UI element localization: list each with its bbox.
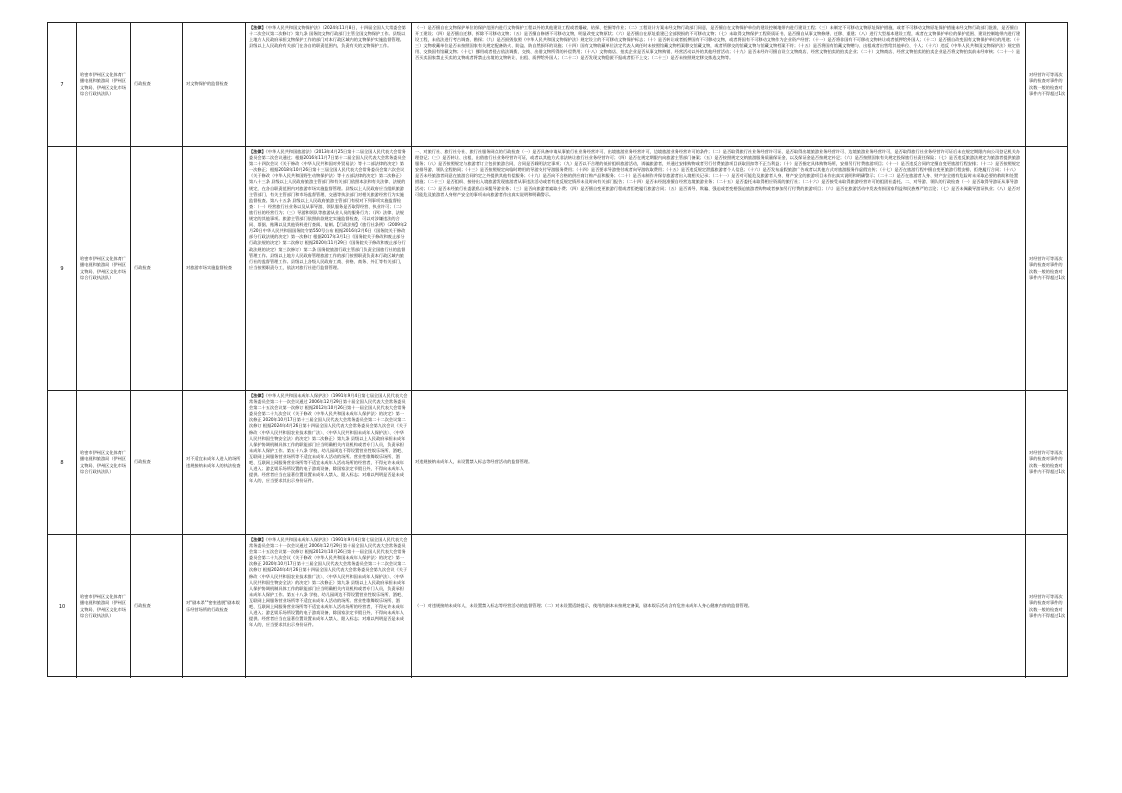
item-category: 行政检查 [131,23,183,146]
item-name: 对"剧本杀""密室逃脱"剧本娱乐经营场所的行政检查 [183,535,246,678]
inspection-content: （一）对违规接纳未成年人，未设置禁入标志等经营活动的监督管理；（二）对未设置适龄提示，使用的剧本未按规定备案，剧本娱乐活动含有危害未成年人身心健康内容的监督管理。 [412,535,1026,678]
inspection-method: 对经营许可等再次事的检查对事件的次数一般的检查对事件内不得超过1次 [1029,594,1066,618]
item-category: 行政检查 [131,147,183,390]
row-number: 10 [48,535,77,678]
enforcement-subject: 哈密市伊州区文化体育广播电视和旅游局（伊州区文物局、伊州区文化市场综合行政执法队） [77,535,131,678]
legal-basis: 【法律】《中华人民共和国未成年人保护法》（1991年9月4日第七届全国人民代表大会常务委员会第二十一次会议通过 2006年12月29日第十届全国人民代表大会常务委员会第二十五次会议第一次修订 根据2012年10月26日第十一届全国人民代表大会常务委员会第二十九次会议《关于修改〈中华人民共和国未成年人保护法〉的决定》第一次修正 2020年10月17日第十三届全国人民代表大会常务委员会第二十二次会议第二次修订 根据2024年4月26日第十四届全国人民代表大会常务委员会第九次会议《关于修改〈中华人民共和国农业技术推广法〉、〈中华人民共和国未成年人保护法〉、〈中华人民共和国生物安全法〉的决定》第二次修正）第九条 县级以上人民政府承担未成年人保护协调机制具体工作的职能部门应当明确相关内设机构或者专门人员，负责承担未成年人保护工作。第五十八条 学校、幼儿园周边不得设置营业性娱乐场所、酒吧、互联网上网服务营业场所等不适宜未成年人活动的场所。营业性歌舞娱乐场所、酒吧、互联网上网服务营业场所等不适宜未成年人活动场所的经营者，不得允许未成年人进入；游艺娱乐场所设置的电子游戏设备，除国家法定节假日外，不得向未成年人提供。经营者应当在显著位置设置未成年人禁入、限入标志；对难以判明是否是未成年人的，应当要求其出示身份证件。 [246,535,412,678]
enforcement-subject: 哈密市伊州区文化体育广播电视和旅游局（伊州区文物局、伊州区文化市场综合行政执法队） [77,23,131,146]
inspection-method: 对经营许可等再次事的检查对事件的次数一般的检查对事件内不得超过1次 [1029,450,1066,474]
enforcement-table [47,22,1068,677]
legal-basis: 【法律】《中华人民共和国未成年人保护法》（1991年9月4日第七届全国人民代表大会常务委员会第二十一次会议通过 2006年12月29日第十届全国人民代表大会常务委员会第二十五次会议第一次修订 根据2012年10月26日第十一届全国人民代表大会常务委员会第二十九次会议《关于修改〈中华人民共和国未成年人保护法〉的决定》第一次修正 2020年10月17日第十三届全国人民代表大会常务委员会第二十二次会议第二次修订 根据2024年4月26日第十四届全国人民代表大会常务委员会第九次会议《关于修改〈中华人民共和国农业技术推广法〉、〈中华人民共和国未成年人保护法〉、〈中华人民共和国生物安全法〉的决定》第二次修正）第九条 县级以上人民政府承担未成年人保护协调机制具体工作的职能部门应当明确相关内设机构或者专门人员，负责承担未成年人保护工作。第五十八条 学校、幼儿园周边不得设置营业性娱乐场所、酒吧、互联网上网服务营业场所等不适宜未成年人活动的场所。营业性歌舞娱乐场所、酒吧、互联网上网服务营业场所等不适宜未成年人活动场所的经营者，不得允许未成年人进入；游艺娱乐场所设置的电子游戏设备，除国家法定节假日外，不得向未成年人提供。经营者应当在显著位置设置未成年人禁入、限入标志；对难以判明是否是未成年人的，应当要求其出示身份证件。 [246,391,412,534]
enforcement-subject: 哈密市伊州区文化体育广播电视和旅游局（伊州区文物局、伊州区文化市场综合行政执法队） [77,391,131,534]
inspection-content: 一、对旅行社、旅行社分社、旅行社服务网点的行政检查（一）是否具备申请从事旅行社业务经营许可、出境旅游业务经营许可，边境旅游业务经营许可的条件；（二）是否取得旅行社业务经营许可证、是否取得出境旅游业务经营许可、边境旅游业务经营许可，是否取得旅行社业务经营许可证后未在规定期限内向公司登记机关办理登记；（三）是否转让、出租、出借旅行社业务经营许可证，或者以其他方式非法转让旅行社业务经营许可；（四）是否在规定期限内向旅游主管部门备案；（五）是否按照规定交纳旅游服务质量保证金，以及保证金是否按规定补足；（六）是否按照国家有关规定投保旅行社责任保险；（七）是否违反旅游法规定为旅游者提供旅游服务；（八）是否按照规定与旅游者订立包价旅游合同，合同是否载明法定事项；（九）是否以不合理的低价组织旅游活动，诱骗旅游者，并通过安排购物或者另行付费旅游项目获取回扣等不正当利益；（十）是否指定具体购物场所，安排另行付费旅游项目；（十一）是否违反合同约定擅自变更旅游行程安排；（十二）是否按照规定安排导游、领队全程陪同；（十三）是否按照规定向临时聘用的导游支付导游服务费用；（十四）是否要求导游垫付或者向导游收取费用；（十五）是否违反规定泄露旅游者个人信息；（十六）是否发布虚假旅游广告或者以其他方式对旅游服务作虚假宣传；（十七）是否在旅游行程中擅自变更旅游行程安排，拒绝履行合同；（十八）是否未经旅游者同意在旅游合同约定之外提供其他有偿服务；（十九）是否向不合格的供应商订购产品和服务；（二十）是否未制作并保存旅游者出入境相关记录；（二十一）是否对可能危及旅游者人身、财产安全的旅游项目未作出真实说明和明确警示；（二十二）是否在旅游者人身、财产安全遇有危险时未采取必要的救助和处置措施；（二十三）是否组织、接待出入境旅游发现旅游者从事违法活动或者有违反规定情形未及时向有关部门报告；（二十四）是否未经批准擅自经营边境旅游业务；（二十五）是否委托未取得相应资质的旅行社；（二十六）是否接受未取得旅游经营许可的组团社委托。二、对导游、领队的行政检查（一）是否取得导游证从事导游活动；（二）是否未经旅行社委派私自承揽导游业务；（三）是否向旅游者索取小费；（四）是否擅自变更旅游行程或者拒绝履行旅游合同；（五）是否诱导、欺骗、强迫或者变相强迫旅游者购物或者参加另行付费的旅游项目；（六）是否在旅游活动中发表有损国家利益和民族尊严的言论；（七）是否未佩戴导游证执业；（八）是否对可能危及旅游者人身财产安全的事项未向旅游者作出真实说明和明确警示。 [412,147,1026,390]
item-name: 对文物保护的监督检查 [183,23,246,146]
table-row [48,147,1067,391]
item-category: 行政检查 [131,535,183,678]
inspection-content: （一）是否擅自在文物保护单位的保护范围内进行文物保护工程以外的其他建设工程或者爆破、钻探、挖掘等作业；（二）工程设计方案未经文物行政部门同意，是否擅自在文物保护单位的建设控制地带内进行建设工程；（三）未制定不可移动文物原址保护措施，或者不可移动文物原址保护措施未经文物行政部门批准，是否擅自开工建设；（四）是否擅自迁移、拆除不可移动文物；（五）是否擅自修缮不可移动文物，明显改变文物原状；（六）是否擅自在原址重建已全部毁损的不可移动文物；（七）未取得文物保护工程资质证书，是否擅自从事文物修缮、迁移、重建；（八）进行大型基本建设工程，或者在文物保护单位的保护范围、建设控制地带内进行建设工程，未依法进行考古调查、勘探；（九）是否损毁依照《中华人民共和国文物保护法》规定设立的不可移动文物保护标志；（十）是否转让或者抵押国有不可移动文物，或者将国有不可移动文物作为企业资产经营；（十一）是否将非国有不可移动文物转让或者抵押给外国人；（十二）是否擅自改变国有文物保护单位的用途；（十三）文物收藏单位是否未按照国家有关规定配备防火、防盗、防自然损坏的设施；（十四）国有文物收藏单位法定代表人离任时未按照馆藏文物档案移交馆藏文物，或者所移交的馆藏文物与馆藏文物档案不符；（十五）是否将国有馆藏文物赠与、出租或者出售给其他单位、个人；（十六）违反《中华人民共和国文物保护法》规定借用、交换国有馆藏文物；（十七）挪用或者侵占依法调拨、交换、出借文物所得的补偿费用；（十八）文物商店、拍卖企业是否从事文物购销、经营活动以外的其他经营活动；（十九）是否未经许可擅自设立文物商店、经营文物拍卖的拍卖企业；（二十）文物商店、经营文物拍卖的拍卖企业是否将文物拍卖前未经审核；（二十一）是否买卖国家禁止买卖的文物或者将禁止出境的文物转让、出租、质押给外国人；（二十二）是否发现文物隐匿不报或者拒不上交；（二十三）是否未按照规定移交拣选文物等。 [412,23,1026,146]
item-category: 行政检查 [131,391,183,534]
row-number: 8 [48,391,77,534]
inspection-method: 对经营许可等再次事的检查对事件的次数一般的检查对事件内不得超过1次 [1029,256,1066,280]
table-row [48,23,1067,147]
legal-basis: 【法律】《中华人民共和国文物保护法》（2024年11月8日，十四届全国人大常委会第十二次会议第二次修订）第九条 国务院文物行政部门主管全国文物保护工作。县级以上地方人民政府承担文物保护工作的部门对本行政区域内的文物保护实施监督管理。县级以上人民政府有关部门在各自的职责范围内，负责有关的文物保护工作。 [246,23,412,146]
table-row [48,535,1067,678]
inspection-content: 对违规接纳未成年人，未设置禁入标志等经营活动的监督管理。 [412,391,1026,534]
inspection-method: 对经营许可等再次事的检查对事件的次数一般的检查对事件内不得超过1次 [1029,72,1066,96]
row-number: 9 [48,147,77,390]
row-number: 7 [48,23,77,146]
legal-basis: 【法律】《中华人民共和国旅游法》（2013年4月25日第十二届全国人民代表大会常务委员会第二次会议通过；根据2016年11月7日第十二届全国人民代表大会常务委员会第二十四次会议《关于修改〈中华人民共和国对外贸易法〉等十二部法律的决定》第一次修正；根据2018年10月26日第十三届全国人民代表大会常务委员会第六次会议《关于修改〈中华人民共和国野生动物保护法〉等十五部法律的决定》第二次修正）第八十三条 县级以上人民政府旅游主管部门和有关部门依照本法和有关法律、法规的规定，在各自职责范围内对旅游市场实施监督管理。县级以上人民政府应当组织旅游主管部门、有关主管部门和市场监督管理、交通等执法部门对相关旅游经营行为实施监督检查。第八十五条 县级以上人民政府旅游主管部门有权对下列事项实施监督检查：（一）经营旅行社业务以及从事导游、领队服务是否取得经营、执业许可；（二）旅行社的经营行为；（三）导游和领队等旅游从业人员的服务行为；（四）法律、法规规定的其他事项。旅游主管部门依照前款规定实施监督检查，可以对涉嫌违法的合同、票据、账簿以及其他资料进行查阅、复制。【行政法规】《旅行社条例》（2009年2月20日中华人民共和国国务院令第550号公布 根据2016年2月6日《国务院关于修改部分行政法规的决定》第一次修订 根据2017年3月1日《国务院关于修改和废止部分行政法规的决定》第二次修订 根据2020年11月29日《国务院关于修改和废止部分行政法规的决定》第三次修订）第二条 国务院旅游行政主管部门负责全国旅行社的监督管理工作。县级以上地方人民政府管理旅游工作的部门按照职责负责本行政区域内旅行社的监督管理工作。县级以上各级人民政府工商、价格、商务、外汇等有关部门，应当按照职责分工，依法对旅行社进行监督管理。 [246,147,412,390]
item-name: 对不适宜未成年人进入的场所违规接纳未成年人的执法检查 [183,391,246,534]
table-row [48,391,1067,535]
item-name: 对旅游市场实施监督检查 [183,147,246,390]
enforcement-subject: 哈密市伊州区文化体育广播电视和旅游局（伊州区文物局、伊州区文化市场综合行政执法队） [77,147,131,390]
